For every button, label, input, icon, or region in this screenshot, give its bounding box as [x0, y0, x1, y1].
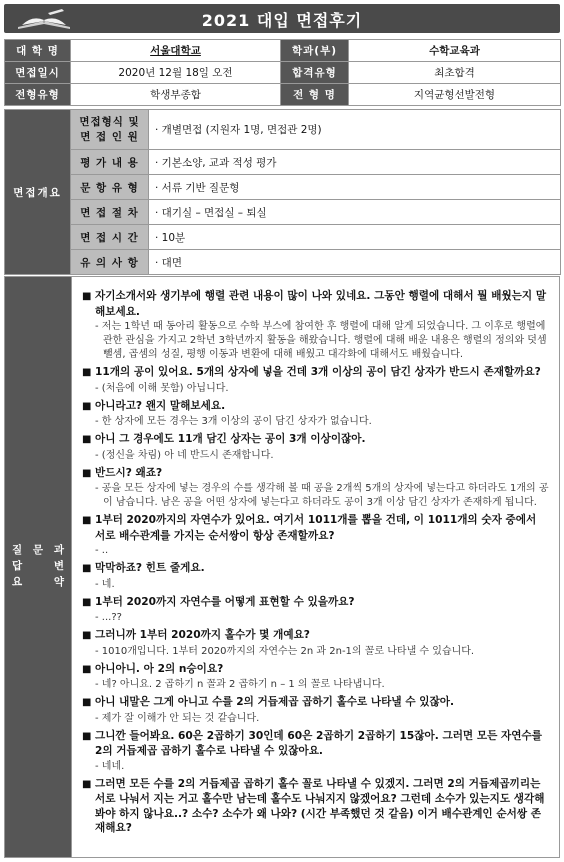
overview-row-value: · 기본소양, 교과 적성 평가: [149, 150, 561, 175]
answer-item: - 한 상자에 모든 경우는 3개 이상의 공이 담긴 상자가 없습니다.: [95, 416, 372, 427]
overview-row-value: · 10분: [149, 225, 561, 250]
department-value: 수학교육과: [349, 40, 561, 62]
answer-item: - 1010개입니다. 1부터 2020까지의 자연수는 2n 과 2n-1의 꼴로 나타낼 수 있습니다.: [95, 645, 475, 657]
answer-item: - 네? 아니요. 2 곱하기 n 꼴과 2 곱하기 n – 1 의 꼴로 나타냅니다.: [95, 679, 385, 690]
question-item: ■ 그러니까 1부터 2020까지 홀수가 몇 개예요?: [82, 628, 549, 644]
admission-type-label: 전형유형: [5, 84, 71, 106]
question-item: ■ 1부터 2020까지 자연수를 어떻게 표현할 수 있을까요?: [82, 595, 549, 611]
qa-label-char: 답: [12, 560, 23, 572]
question-item: ■ 1부터 2020까지의 자연수가 있어요. 여기서 1011개를 뽑을 건데, 이 1011개의 숫자 중에서 서로 배수관계를 가지는 순서쌍이 항상 존재할까요?: [82, 513, 549, 543]
answer-item: - (정신을 차림) 아 네 반드시 존재합니다.: [95, 449, 274, 461]
question-item: ■ 아니 그 경우에도 11개 담긴 상자는 공이 3개 이상이잖아.: [82, 432, 549, 448]
overview-row-value: · 서류 기반 질문형: [149, 175, 561, 200]
overview-row-value: · 대면: [149, 250, 561, 275]
admission-name-label: 전 형 명: [281, 84, 349, 106]
answer-item: - 공을 모든 상자에 넣는 경우의 수를 생각해 볼 때 공을 2개씩 5개의 상자에 넣는다고 하더라도 1개의 공이 남습니다. 남은 공을 어떤 상자에 넣는다고 하더라도 공이 3개 이상 담긴 상자가 존재하게 됩니다.: [95, 483, 549, 508]
overview-row-label: 유 의 사 항: [71, 250, 149, 275]
qa-label-char: 질: [12, 544, 23, 556]
question-item: ■ 아니라고? 왠지 말해보세요.: [82, 399, 549, 415]
page-title: 2021 대입 면접후기: [201, 11, 363, 30]
question-item: ■ 막막하죠? 힌트 줄게요.: [82, 561, 549, 577]
qa-summary-section: [4, 276, 560, 858]
qa-section-label: [5, 277, 71, 857]
answer-item: - 저는 1학년 때 동아리 활동으로 수학 부스에 참여한 후 행렬에 대해 알게 되었습니다. 그 이후로 행렬에 관한 관심을 가지고 2학년 3학년까지 활동을 해왔습니다. 행렬에 대해 배운 내용은 행렬의 정의와 덧셈 뺄셈, 곱셈의 성질, 평행 이동과 변환에 대해 배웠고 대각화에 대해서도 배웠습니다.: [95, 321, 547, 360]
overview-row-label: 문 항 유 형: [71, 175, 149, 200]
date-value: 2020년 12월 18일 오전: [71, 62, 281, 84]
pass-type-value: 최초합격: [349, 62, 561, 84]
qa-label-char: 과: [53, 544, 64, 556]
date-label: 면접일시: [5, 62, 71, 84]
qa-label-char: 요: [12, 576, 23, 588]
qa-label-char: 문: [32, 544, 44, 556]
university-value: 서울대학교: [71, 40, 281, 62]
overview-row-label: 면접형식 및 면 접 인 원: [71, 110, 149, 150]
question-item: ■ 그러면 모든 수를 2의 거듭제곱 곱하기 홀수 꼴로 나타낼 수 있겠지. 그러면 2의 거듭제곱끼리는 서로 나눠서 지는 거고 홀수만 남는데 홀수도 나눠지지 않겠어요? 그런데 소수가 있는지도 생각해봐야 하지 않나요..? 소수? 소수가 왜 나와? (시간 부족했던 것 같음) 이거 배수관계인 순서쌍 존재해요?: [82, 777, 549, 836]
question-item: ■ 아니아니. 아 2의 n승이요?: [82, 662, 549, 678]
answer-item: - 네.: [95, 578, 115, 590]
answer-item: - (처음에 이해 못함) 아닙니다.: [95, 382, 229, 394]
university-label: 대 학 명: [5, 40, 71, 62]
question-item: ■ 아니 내말은 그게 아니고 수를 2의 거듭제곱 곱하기 홀수로 나타낼 수 있잖아.: [82, 695, 549, 711]
pass-type-label: 합격유형: [281, 62, 349, 84]
title-banner: [4, 4, 560, 33]
answer-item: - ...??: [95, 612, 122, 623]
answer-item: - 제가 잘 이해가 안 되는 것 같습니다.: [95, 712, 260, 724]
question-item: ■ 반드시? 왜죠?: [82, 466, 549, 482]
answer-item: - 네네.: [95, 760, 125, 772]
admission-name-value: 지역균형선발전형: [349, 84, 561, 106]
question-item: ■ 그니깐 들어봐요. 60은 2곱하기 30인데 60은 2곱하기 2곱하기 15잖아. 그러면 모든 자연수를 2의 거듭제곱 곱하기 홀수로 나타낼 수 있잖아요.: [82, 729, 549, 759]
overview-row-value: · 대기실 – 면접실 – 퇴실: [149, 200, 561, 225]
department-label: 학과(부): [281, 40, 349, 62]
overview-row-label: 면 접 절 차: [71, 200, 149, 225]
question-item: ■ 11개의 공이 있어요. 5개의 상자에 넣을 건데 3개 이상의 공이 담긴 상자가 반드시 존재할까요?: [82, 365, 549, 381]
qa-label-char: 변: [53, 560, 64, 572]
admission-type-value: 학생부종합: [71, 84, 281, 106]
answer-item: - ..: [95, 545, 109, 556]
basic-info-table: [4, 39, 561, 106]
overview-row-label: 면 접 시 간: [71, 225, 149, 250]
qa-label-char: 약: [53, 576, 64, 588]
qa-list: [71, 277, 559, 857]
overview-row-label: 평 가 내 용: [71, 150, 149, 175]
question-item: ■ 자기소개서와 생기부에 행렬 관련 내용이 많이 나와 있네요. 그동안 행렬에 대해서 뭘 배웠는지 말해보세요.: [82, 289, 549, 319]
overview-section-label: 면접개요: [5, 110, 71, 275]
overview-row-value: · 개별면접 (지원자 1명, 면접관 2명): [149, 110, 561, 150]
interview-overview-table: [4, 109, 561, 275]
